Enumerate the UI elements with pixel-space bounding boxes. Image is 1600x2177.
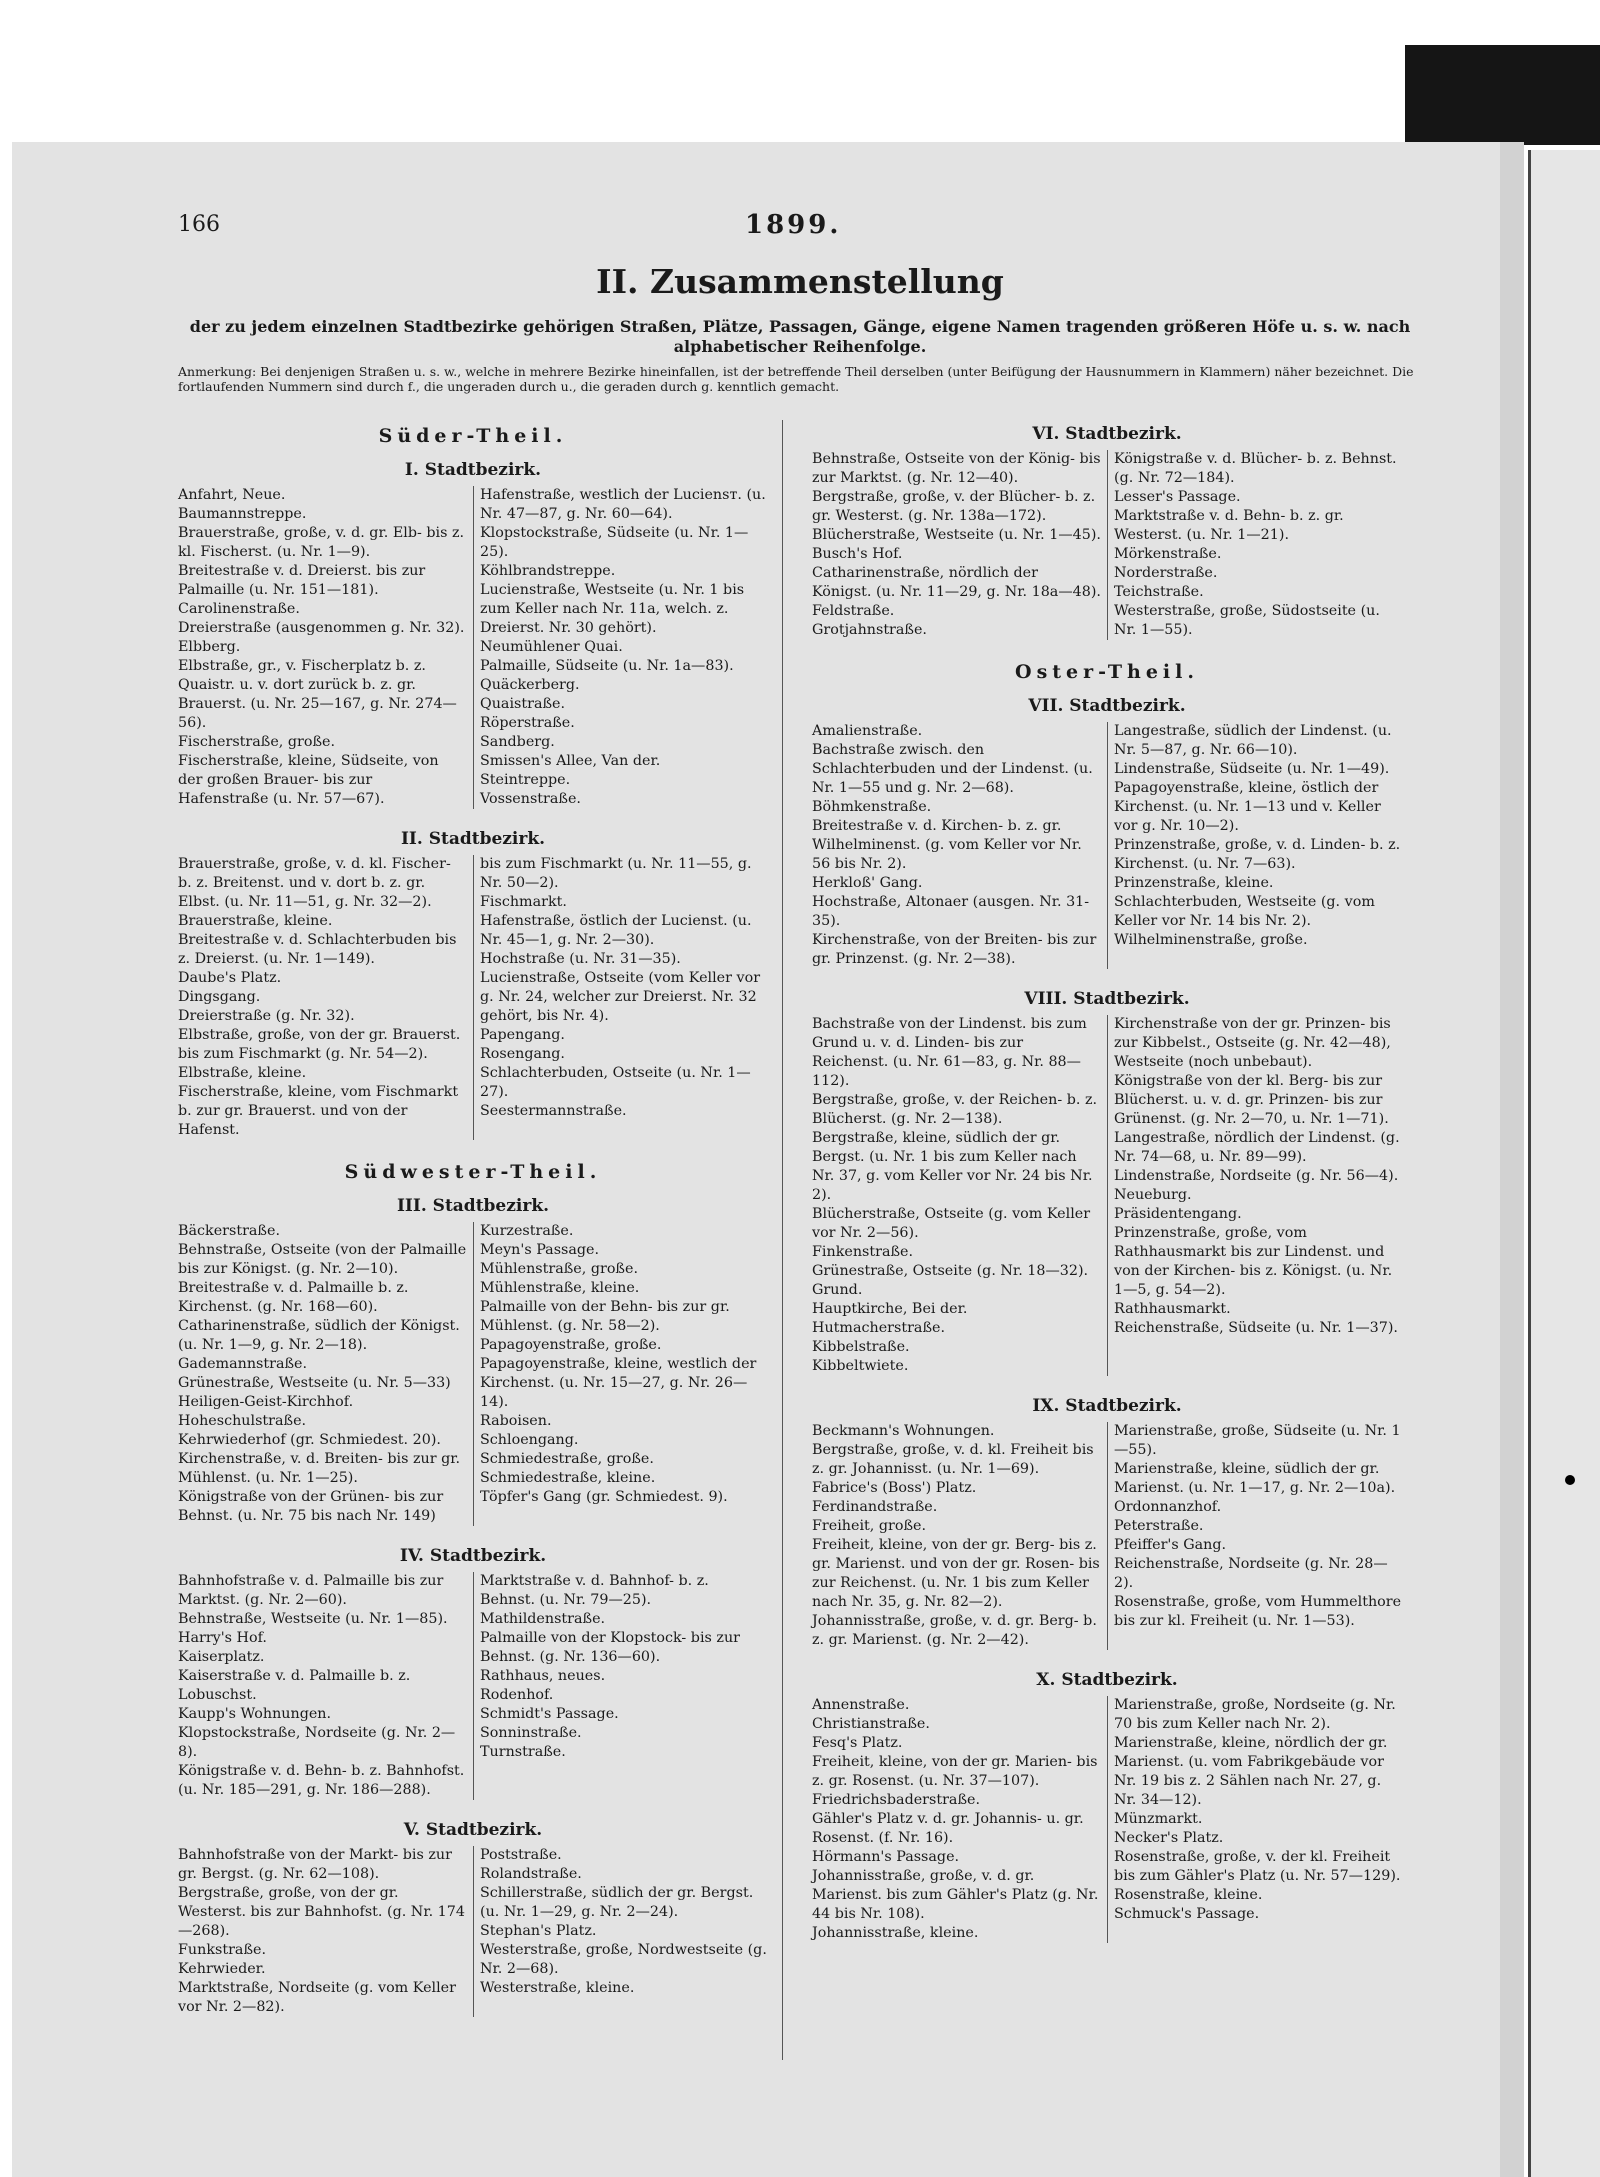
- district-heading: IX. Stadtbezirk.: [1032, 1396, 1182, 1416]
- street-entry: Hutmacherstraße.: [812, 1320, 946, 1336]
- street-entry: Kaiserplatz.: [178, 1649, 265, 1665]
- left-column: [178, 418, 768, 2017]
- scan-black-corner: [1405, 45, 1600, 145]
- street-entry: Töpfer's Gang (gr. Schmiedest. 9).: [480, 1489, 728, 1505]
- district-section: [178, 418, 768, 809]
- theil-heading: Süder-Theil.: [378, 425, 568, 447]
- street-entry: Reichenstraße, Südseite (u. Nr. 1—37).: [1114, 1320, 1398, 1336]
- street-entry: Rosenstraße, große, vom Hummelthore bis zur kl. Freiheit (u. Nr. 1—53).: [1114, 1594, 1402, 1629]
- street-entry: Raboisen.: [480, 1413, 552, 1429]
- street-columns: [178, 855, 768, 1140]
- street-entry: Mörkenstraße.: [1114, 546, 1222, 562]
- street-entry: Schlachterbuden, Westseite (g. vom Keller vor Nr. 14 bis Nr. 2).: [1114, 894, 1375, 929]
- street-entry: Quäckerberg.: [480, 677, 580, 693]
- district-heading: VIII. Stadtbezirk.: [1024, 989, 1190, 1009]
- street-entry: Kirchenstraße, von der Breiten- bis zur gr. Prinzenst. (g. Nr. 2—38).: [812, 932, 1097, 967]
- street-entry: Bergstraße, große, v. d. kl. Freiheit bis z. gr. Johannisst. (u. Nr. 1—69).: [812, 1442, 1094, 1477]
- street-entry: Annenstraße.: [812, 1697, 910, 1713]
- street-entry: Lesser's Passage.: [1114, 489, 1241, 505]
- street-entry: Fischmarkt.: [480, 894, 567, 910]
- street-list: [1107, 450, 1402, 640]
- street-entry: Kibbelstraße.: [812, 1339, 910, 1355]
- street-entry: Rathhausmarkt.: [1114, 1301, 1231, 1317]
- street-list: [178, 855, 473, 1140]
- street-entry: Finkenstraße.: [812, 1244, 914, 1260]
- street-entry: Marktstraße v. d. Behn- b. z. gr. Westerst. (u. Nr. 1—21).: [1114, 508, 1344, 543]
- street-entry: Breitestraße v. d. Dreierst. bis zur Palmaille (u. Nr. 151—181).: [178, 563, 426, 598]
- street-entry: Marienstraße, große, Südseite (u. Nr. 1—55).: [1114, 1423, 1401, 1458]
- street-entry: Schmuck's Passage.: [1114, 1906, 1260, 1922]
- street-entry: Wilhelminenstraße, große.: [1114, 932, 1308, 948]
- street-entry: Schlachterbuden, Ostseite (u. Nr. 1—27).: [480, 1065, 751, 1100]
- year-heading: 1899.: [745, 210, 842, 240]
- section-gap: [178, 809, 768, 823]
- footnote-remark: Anmerkung: Bei denjenigen Straßen u. s. w., welche in mehrere Bezirke hineinfallen, ist der betreffende Theil derselben (unter Beifügung der Hausnummern in Klammern) näher bezeichnet. Die fortlaufenden Nummern sind durch f., die ungeraden durch u., die geraden durch g. kenntlich gemacht.: [178, 364, 1414, 394]
- street-entry: Bahnhofstraße von der Markt- bis zur gr. Bergst. (g. Nr. 62—108).: [178, 1847, 452, 1882]
- street-entry: Elbstraße, gr., v. Fischerplatz b. z. Quaistr. u. v. dort zurück b. z. gr. Brauerst. (u. Nr. 25—167, g. Nr. 274—56).: [178, 658, 457, 731]
- street-entry: Neumühlener Quai.: [480, 639, 623, 655]
- street-entry: Vossenstraße.: [480, 791, 581, 807]
- street-entry: Stephan's Platz.: [480, 1923, 597, 1939]
- street-entry: Bergstraße, große, v. der Reichen- b. z. Blücherst. (g. Nr. 2—138).: [812, 1092, 1098, 1127]
- street-entry: Norderstraße.: [1114, 565, 1218, 581]
- street-columns: [812, 722, 1402, 969]
- street-entry: Hafenstraße, westlich der Luciensт. (u. Nr. 47—87, g. Nr. 60—64).: [480, 487, 766, 522]
- street-list: [178, 1222, 473, 1526]
- street-entry: Klopstockstraße, Nordseite (g. Nr. 2—8).: [178, 1725, 456, 1760]
- street-entry: Gähler's Platz v. d. gr. Johannis- u. gr. Rosenst. (f. Nr. 16).: [812, 1811, 1084, 1846]
- street-entry: Mühlenstraße, große.: [480, 1261, 638, 1277]
- street-entry: Christianstraße.: [812, 1716, 930, 1732]
- street-columns: [178, 1846, 768, 2017]
- street-list: [812, 1015, 1107, 1376]
- street-entry: Bäckerstraße.: [178, 1223, 280, 1239]
- district-section: [812, 983, 1402, 1376]
- street-list: [1107, 1015, 1402, 1376]
- street-entry: Breitestraße v. d. Kirchen- b. z. gr. Wilhelminenst. (g. vom Keller vor Nr. 56 bis Nr. 2).: [812, 818, 1082, 872]
- street-entry: Fischerstraße, große.: [178, 734, 336, 750]
- street-entry: Papengang.: [480, 1027, 565, 1043]
- street-entry: Lindenstraße, Nordseite (g. Nr. 56—4).: [1114, 1168, 1399, 1184]
- district-section: [812, 654, 1402, 969]
- district-heading: III. Stadtbezirk.: [396, 1196, 550, 1216]
- street-list: [178, 1846, 473, 2017]
- street-entry: Sonninstraße.: [480, 1725, 582, 1741]
- street-entry: Smissen's Allee, Van der.: [480, 753, 661, 769]
- street-entry: Palmaille, Südseite (u. Nr. 1a—83).: [480, 658, 734, 674]
- street-entry: Breitestraße v. d. Palmaille b. z. Kirchenst. (g. Nr. 168—60).: [178, 1280, 409, 1315]
- street-list: [473, 855, 768, 1140]
- street-entry: Busch's Hof.: [812, 546, 903, 562]
- street-entry: Bergstraße, kleine, südlich der gr. Bergst. (u. Nr. 1 bis zum Keller nach Nr. 37, g. vom Keller vor Nr. 24 bis Nr. 2).: [812, 1130, 1093, 1203]
- street-entry: Neueburg.: [1114, 1187, 1192, 1203]
- street-entry: Marienstraße, große, Nordseite (g. Nr. 70 bis zum Keller nach Nr. 2).: [1114, 1697, 1396, 1732]
- street-entry: Anfahrt, Neue.: [178, 487, 286, 503]
- street-entry: Blücherstraße, Ostseite (g. vom Keller vor Nr. 2—56).: [812, 1206, 1091, 1241]
- street-entry: Schloengang.: [480, 1432, 579, 1448]
- street-list: [1107, 1696, 1402, 1943]
- street-entry: Rodenhof.: [480, 1687, 554, 1703]
- street-entry: Kirchenstraße von der gr. Prinzen- bis zur Kibbelst., Ostseite (g. Nr. 42—48), Westseite (noch unbebaut).: [1114, 1016, 1391, 1070]
- street-list: [473, 1222, 768, 1526]
- street-list: [473, 1846, 768, 2017]
- street-entry: Behnstraße, Westseite (u. Nr. 1—85).: [178, 1611, 448, 1627]
- section-gap: [178, 1526, 768, 1540]
- street-entry: Seestermannstraße.: [480, 1103, 627, 1119]
- street-entry: Westerstraße, große, Südostseite (u. Nr. 1—55).: [1114, 603, 1380, 638]
- street-entry: Kehrwieder.: [178, 1961, 266, 1977]
- district-section: [178, 1154, 768, 1526]
- street-entry: Präsidentengang.: [1114, 1206, 1242, 1222]
- district-heading: VII. Stadtbezirk.: [1028, 696, 1186, 716]
- street-entry: Johannisstraße, große, v. d. gr. Berg- b. z. gr. Marienst. (g. Nr. 2—42).: [812, 1613, 1097, 1648]
- street-entry: Münzmarkt.: [1114, 1811, 1203, 1827]
- street-entry: Elbstraße, große, von der gr. Brauerst. bis zum Fischmarkt (g. Nr. 54—2).: [178, 1027, 461, 1062]
- street-entry: Amalienstraße.: [812, 723, 923, 739]
- street-entry: Beckmann's Wohnungen.: [812, 1423, 995, 1439]
- section-gap: [812, 969, 1402, 983]
- street-entry: Schillerstraße, südlich der gr. Bergst. (u. Nr. 1—29, g. Nr. 2—24).: [480, 1885, 754, 1920]
- street-entry: Necker's Platz.: [1114, 1830, 1224, 1846]
- column-divider: [782, 420, 783, 2060]
- street-list: [812, 450, 1107, 640]
- district-section: [812, 418, 1402, 640]
- street-entry: Freiheit, große.: [812, 1518, 927, 1534]
- street-entry: Böhmkenstraße.: [812, 799, 932, 815]
- street-entry: Ferdinandstraße.: [812, 1499, 938, 1515]
- street-entry: Dreierstraße (g. Nr. 32).: [178, 1008, 355, 1024]
- street-list: [812, 722, 1107, 969]
- street-columns: [178, 486, 768, 809]
- street-entry: Rathhaus, neues.: [480, 1668, 606, 1684]
- street-entry: Gademannstraße.: [178, 1356, 308, 1372]
- street-entry: Lucienstraße, Westseite (u. Nr. 1 bis zum Keller nach Nr. 11a, welch. z. Dreierst. Nr. 30 gehört).: [480, 582, 745, 636]
- street-entry: Papagoyenstraße, kleine, westlich der Kirchenst. (u. Nr. 15—27, g. Nr. 26—14).: [480, 1356, 757, 1410]
- street-entry: Kaupp's Wohnungen.: [178, 1706, 332, 1722]
- district-section: [812, 1390, 1402, 1650]
- street-entry: Reichenstraße, Nordseite (g. Nr. 28—2).: [1114, 1556, 1388, 1591]
- street-list: [812, 1696, 1107, 1943]
- street-entry: Königstraße von der Grünen- bis zur Behnst. (u. Nr. 75 bis nach Nr. 149): [178, 1489, 444, 1524]
- street-entry: Prinzenstraße, kleine.: [1114, 875, 1274, 891]
- district-heading: II. Stadtbezirk.: [400, 829, 546, 849]
- street-entry: Dingsgang.: [178, 989, 261, 1005]
- street-entry: Freiheit, kleine, von der gr. Berg- bis z. gr. Marienst. und von der gr. Rosen- bis zur Reichenst. (u. Nr. 1 bis zum Keller nach Nr. 35, g. Nr. 82—2).: [812, 1537, 1100, 1610]
- street-entry: Carolinenstraße.: [178, 601, 300, 617]
- street-entry: Rosenstraße, kleine.: [1114, 1887, 1263, 1903]
- street-entry: Marktstraße, Nordseite (g. vom Keller vor Nr. 2—82).: [178, 1980, 456, 2015]
- street-entry: Schmiedestraße, große.: [480, 1451, 654, 1467]
- section-gap: [812, 1376, 1402, 1390]
- street-entry: Daube's Platz.: [178, 970, 282, 986]
- street-entry: Poststraße.: [480, 1847, 562, 1863]
- street-entry: Hörmann's Passage.: [812, 1849, 960, 1865]
- street-entry: Königstraße v. d. Behn- b. z. Bahnhofst. (u. Nr. 185—291, g. Nr. 186—288).: [178, 1763, 465, 1798]
- street-entry: Kirchenstraße, v. d. Breiten- bis zur gr. Mühlenst. (u. Nr. 1—25).: [178, 1451, 461, 1486]
- district-heading: IV. Stadtbezirk.: [399, 1546, 547, 1566]
- margin-dot: [1565, 1475, 1575, 1485]
- street-entry: Fischerstraße, kleine, Südseite, von der großen Brauer- bis zur Hafenstraße (u. Nr. 57—67).: [178, 753, 439, 807]
- street-entry: Kibbeltwiete.: [812, 1358, 909, 1374]
- street-entry: Grund.: [812, 1282, 863, 1298]
- section-gap: [178, 1140, 768, 1154]
- street-columns: [812, 1422, 1402, 1650]
- street-entry: Papagoyenstraße, große.: [480, 1337, 662, 1353]
- street-entry: Palmaille von der Klopstock- bis zur Behnst. (g. Nr. 136—60).: [480, 1630, 740, 1665]
- street-entry: Blücherstraße, Westseite (u. Nr. 1—45).: [812, 527, 1101, 543]
- street-entry: Feldstraße.: [812, 603, 895, 619]
- street-entry: Quaistraße.: [480, 696, 566, 712]
- street-entry: Prinzenstraße, große, vom Rathhausmarkt bis zur Lindenst. und von der Kirchen- bis z. Königst. (u. Nr. 1—5, g. 54—2).: [1114, 1225, 1393, 1298]
- street-entry: Fesq's Platz.: [812, 1735, 903, 1751]
- street-entry: Mathildenstraße.: [480, 1611, 606, 1627]
- street-list: [812, 1422, 1107, 1650]
- street-entry: Behnstraße, Ostseite von der König- bis zur Marktst. (g. Nr. 12—40).: [812, 451, 1101, 486]
- street-entry: Kehrwiederhof (gr. Schmiedest. 20).: [178, 1432, 441, 1448]
- adjacent-page-edge: [1528, 150, 1600, 2177]
- street-entry: Rosenstraße, große, v. der kl. Freiheit bis zum Gähler's Platz (u. Nr. 57—129).: [1114, 1849, 1401, 1884]
- section-gap: [178, 1800, 768, 1814]
- street-entry: Dreierstraße (ausgenommen g. Nr. 32).: [178, 620, 465, 636]
- page-title: II. Zusammenstellung: [596, 262, 1004, 301]
- street-list: [178, 1572, 473, 1800]
- district-heading: VI. Stadtbezirk.: [1032, 424, 1182, 444]
- street-entry: Prinzenstraße, große, v. d. Linden- b. z. Kirchenst. (u. Nr. 7—63).: [1114, 837, 1401, 872]
- district-section: [178, 1814, 768, 2017]
- page-number: 166: [178, 212, 220, 237]
- street-entry: Lindenstraße, Südseite (u. Nr. 1—49).: [1114, 761, 1390, 777]
- street-columns: [812, 450, 1402, 640]
- street-entry: Friedrichsbaderstraße.: [812, 1792, 981, 1808]
- street-entry: Brauerstraße, kleine.: [178, 913, 333, 929]
- street-entry: Rolandstraße.: [480, 1866, 582, 1882]
- district-section: [812, 1664, 1402, 1943]
- street-entry: Bergstraße, große, von der gr. Westerst. bis zur Bahnhofst. (g. Nr. 174—268).: [178, 1885, 465, 1939]
- street-entry: Catharinenstraße, südlich der Königst. (u. Nr. 1—9, g. Nr. 2—18).: [178, 1318, 460, 1353]
- street-entry: Marienstraße, kleine, nördlich der gr. Marienst. (u. vom Fabrikgebäude vor Nr. 19 bis z. 2 Sählen nach Nr. 27, g. Nr. 34—12).: [1114, 1735, 1388, 1808]
- street-entry: Kaiserstraße v. d. Palmaille b. z. Lobuschst.: [178, 1668, 411, 1703]
- street-entry: Steintreppe.: [480, 772, 571, 788]
- street-entry: Bahnhofstraße v. d. Palmaille bis zur Marktst. (g. Nr. 2—60).: [178, 1573, 444, 1608]
- street-entry: Papagoyenstraße, kleine, östlich der Kirchenst. (u. Nr. 1—13 und v. Keller vor g. Nr. 10—2).: [1114, 780, 1381, 834]
- district-heading: V. Stadtbezirk.: [403, 1820, 543, 1840]
- street-entry: Hoheschulstraße.: [178, 1413, 307, 1429]
- street-entry: Westerstraße, kleine.: [480, 1980, 635, 1996]
- street-entry: Bachstraße von der Lindenst. bis zum Grund u. v. d. Linden- bis zur Reichenst. (u. Nr. 61—83, g. Nr. 88—112).: [812, 1016, 1087, 1089]
- street-entry: Teichstraße.: [1114, 584, 1204, 600]
- street-entry: Fischerstraße, kleine, vom Fischmarkt b. zur gr. Brauerst. und von der Hafenst.: [178, 1084, 459, 1138]
- street-entry: Königstraße von der kl. Berg- bis zur Blücherst. u. v. d. gr. Prinzen- bis zur Grünenst. (g. Nr. 2—70, u. Nr. 1—71).: [1114, 1073, 1389, 1127]
- street-entry: Brauerstraße, große, v. d. kl. Fischer- b. z. Breitenst. und v. dort b. z. gr. Elbst. (u. Nr. 11—51, g. Nr. 32—2).: [178, 856, 451, 910]
- street-entry: Brauerstraße, große, v. d. gr. Elb- bis z. kl. Fischerst. (u. Nr. 1—9).: [178, 525, 465, 560]
- street-list: [1107, 1422, 1402, 1650]
- street-entry: Bergstraße, große, v. der Blücher- b. z. gr. Westerst. (g. Nr. 138a—172).: [812, 489, 1096, 524]
- street-entry: Mühlenstraße, kleine.: [480, 1280, 640, 1296]
- street-list: [178, 486, 473, 809]
- page-subtitle: der zu jedem einzelnen Stadtbezirke gehörigen Straßen, Plätze, Passagen, Gänge, eigene Namen tragenden größeren Höfe u. s. w. nach alphabetischer Reihenfolge.: [189, 317, 1411, 356]
- street-entry: Schmidt's Passage.: [480, 1706, 619, 1722]
- theil-heading: Südwester-Theil.: [344, 1161, 602, 1183]
- district-section: [178, 1540, 768, 1800]
- street-entry: Palmaille von der Behn- bis zur gr. Mühlenst. (g. Nr. 58—2).: [480, 1299, 730, 1334]
- section-gap: [812, 640, 1402, 654]
- street-entry: Johannisstraße, große, v. d. gr. Marienst. bis zum Gähler's Platz (g. Nr. 44 bis Nr. 108).: [812, 1868, 1099, 1922]
- street-entry: Grünestraße, Westseite (u. Nr. 5—33): [178, 1375, 451, 1391]
- street-entry: Pfeiffer's Gang.: [1114, 1537, 1227, 1553]
- district-section: [178, 823, 768, 1140]
- section-gap: [812, 1650, 1402, 1664]
- street-entry: Fabrice's (Boss') Platz.: [812, 1480, 977, 1496]
- street-entry: Catharinenstraße, nördlich der Königst. (u. Nr. 11—29, g. Nr. 18a—48).: [812, 565, 1101, 600]
- street-entry: Harry's Hof.: [178, 1630, 267, 1646]
- street-entry: Kurzestraße.: [480, 1223, 574, 1239]
- district-heading: I. Stadtbezirk.: [404, 460, 542, 480]
- street-columns: [812, 1015, 1402, 1376]
- street-entry: Elbberg.: [178, 639, 241, 655]
- street-entry: Hochstraße, Altonaer (ausgen. Nr. 31-35).: [812, 894, 1090, 929]
- street-entry: Hauptkirche, Bei der.: [812, 1301, 968, 1317]
- street-columns: [178, 1572, 768, 1800]
- street-entry: Heiligen-Geist-Kirchhof.: [178, 1394, 354, 1410]
- district-heading: X. Stadtbezirk.: [1036, 1670, 1178, 1690]
- street-entry: Westerstraße, große, Nordwestseite (g. Nr. 2—68).: [480, 1942, 767, 1977]
- street-entry: bis zum Fischmarkt (u. Nr. 11—55, g. Nr. 50—2).: [480, 856, 752, 891]
- street-entry: Johannisstraße, kleine.: [812, 1925, 979, 1941]
- street-entry: Langestraße, südlich der Lindenst. (u. Nr. 5—87, g. Nr. 66—10).: [1114, 723, 1392, 758]
- street-entry: Breitestraße v. d. Schlachterbuden bis z. Dreierst. (u. Nr. 1—149).: [178, 932, 457, 967]
- street-entry: Funkstraße.: [178, 1942, 266, 1958]
- street-entry: Elbstraße, kleine.: [178, 1065, 307, 1081]
- street-list: [1107, 722, 1402, 969]
- street-entry: Hochstraße (u. Nr. 31—35).: [480, 951, 681, 967]
- street-entry: Turnstraße.: [480, 1744, 566, 1760]
- street-entry: Marienstraße, kleine, südlich der gr. Marienst. (u. Nr. 1—17, g. Nr. 2—10a).: [1114, 1461, 1396, 1496]
- street-entry: Herkloß' Gang.: [812, 875, 923, 891]
- street-list: [473, 1572, 768, 1800]
- street-entry: Freiheit, kleine, von der gr. Marien- bis z. gr. Rosenst. (u. Nr. 37—107).: [812, 1754, 1098, 1789]
- street-columns: [812, 1696, 1402, 1943]
- street-entry: Behnstraße, Ostseite (von der Palmaille bis zur Königst. (g. Nr. 2—10).: [178, 1242, 467, 1277]
- street-columns: [178, 1222, 768, 1526]
- street-entry: Sandberg.: [480, 734, 555, 750]
- theil-heading: Oster-Theil.: [1015, 661, 1199, 683]
- street-entry: Baumannstreppe.: [178, 506, 307, 522]
- right-column: [812, 418, 1402, 1943]
- street-entry: Bachstraße zwisch. den Schlachterbuden und der Lindenst. (u. Nr. 1—55 und g. Nr. 2—68).: [812, 742, 1093, 796]
- street-entry: Klopstockstraße, Südseite (u. Nr. 1—25).: [480, 525, 749, 560]
- street-entry: Grotjahnstraße.: [812, 622, 927, 638]
- street-entry: Köhlbrandstreppe.: [480, 563, 616, 579]
- street-entry: Schmiedestraße, kleine.: [480, 1470, 656, 1486]
- street-entry: Grünestraße, Ostseite (g. Nr. 18—32).: [812, 1263, 1089, 1279]
- street-entry: Meyn's Passage.: [480, 1242, 600, 1258]
- street-entry: Hafenstraße, östlich der Lucienst. (u. Nr. 45—1, g. Nr. 2—30).: [480, 913, 752, 948]
- street-entry: Lucienstraße, Ostseite (vom Keller vor g. Nr. 24, welcher zur Dreierst. Nr. 32 gehört, bis Nr. 4).: [480, 970, 761, 1024]
- street-entry: Königstraße v. d. Blücher- b. z. Behnst. (g. Nr. 72—184).: [1114, 451, 1397, 486]
- street-entry: Marktstraße v. d. Bahnhof- b. z. Behnst. (u. Nr. 79—25).: [480, 1573, 709, 1608]
- street-entry: Peterstraße.: [1114, 1518, 1204, 1534]
- street-list: [473, 486, 768, 809]
- street-entry: Röperstraße.: [480, 715, 575, 731]
- street-entry: Langestraße, nördlich der Lindenst. (g. Nr. 74—68, u. Nr. 89—99).: [1114, 1130, 1400, 1165]
- street-entry: Ordonnanzhof.: [1114, 1499, 1222, 1515]
- street-entry: Rosengang.: [480, 1046, 565, 1062]
